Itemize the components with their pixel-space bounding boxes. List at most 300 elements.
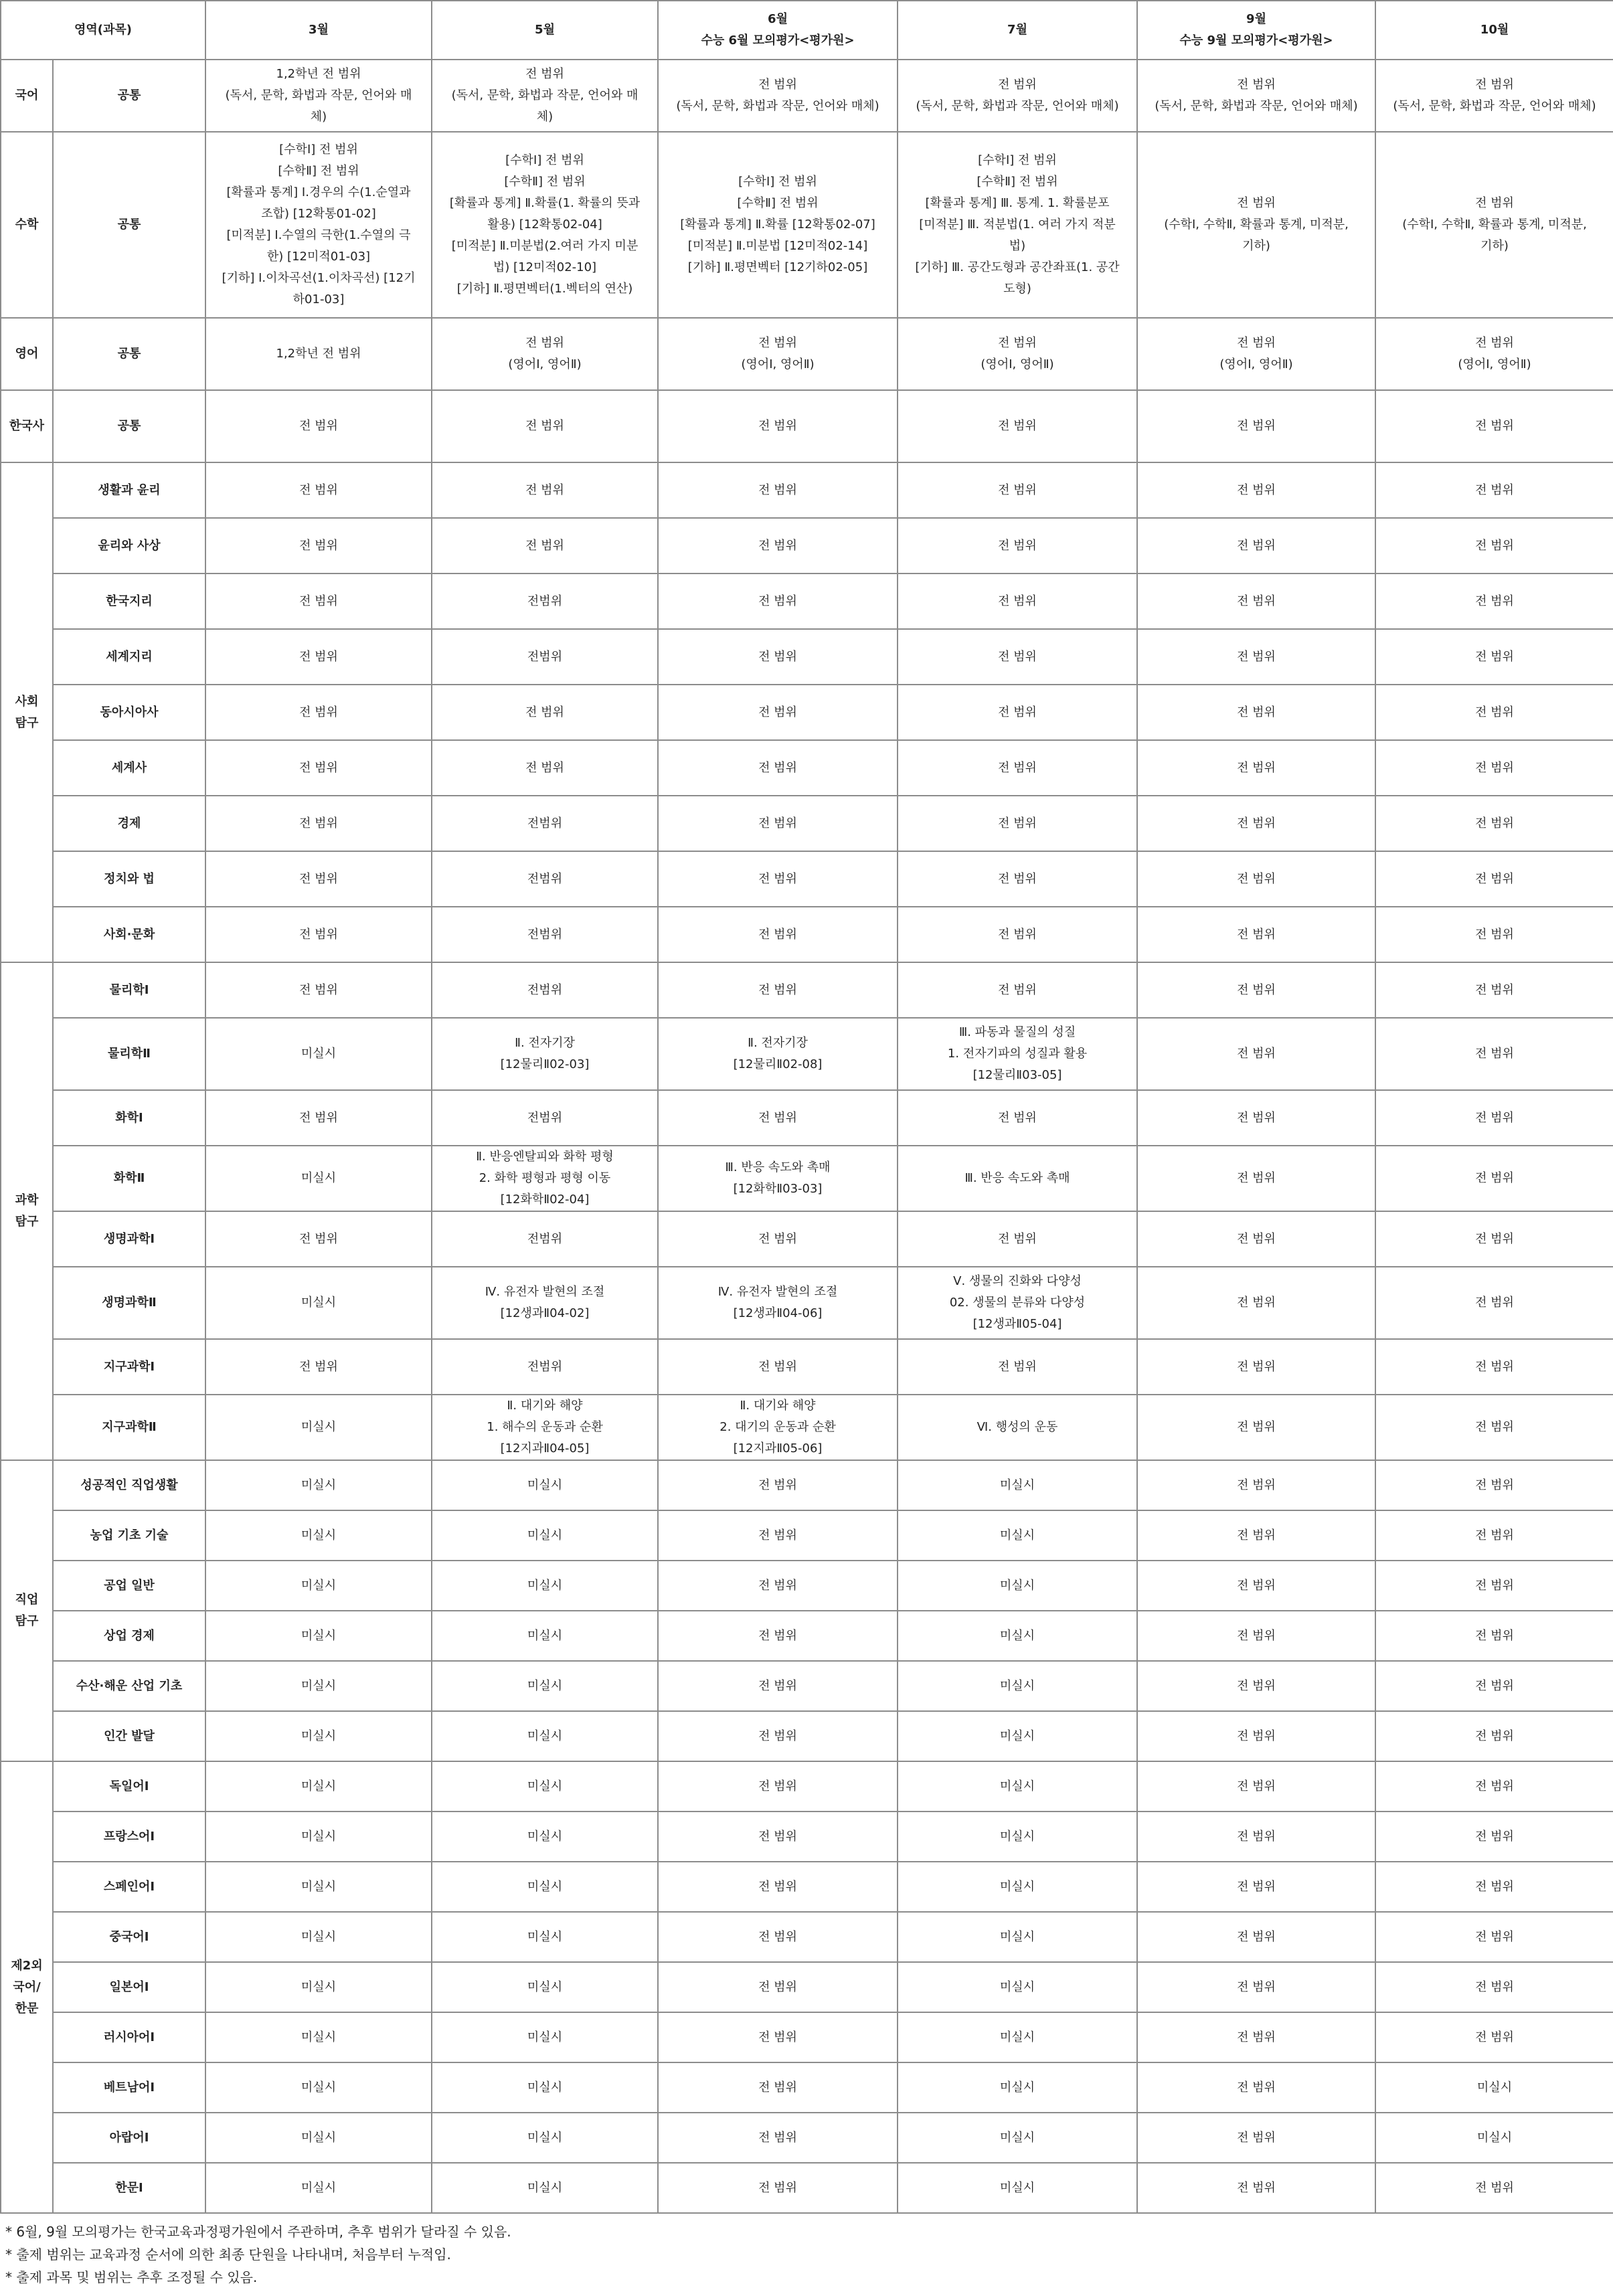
scope-cell — [898, 462, 1137, 518]
scope-line: 2. 화학 평형과 평형 이동 — [479, 1171, 611, 1185]
scope-cell — [432, 1711, 658, 1761]
scope-line: 전 범위 — [1237, 2030, 1276, 2044]
scope-line: [수학Ⅱ] 전 범위 — [278, 164, 359, 178]
scope-cell — [432, 685, 658, 740]
scope-cell — [432, 1862, 658, 1912]
scope-line: 전 범위 — [1237, 594, 1276, 608]
scope-line: 전 범위 — [998, 1359, 1037, 1374]
scope-line: 전 범위 — [299, 1359, 338, 1374]
scope-line: 전 범위 — [1475, 705, 1514, 719]
scope-cell — [1375, 1018, 1613, 1090]
area-label-line: 수학 — [15, 217, 39, 232]
scope-line: 미실시 — [301, 1420, 337, 1434]
scope-line: 전 범위 — [998, 594, 1037, 608]
scope-line: [12지과Ⅱ04-05] — [500, 1441, 590, 1455]
scope-line: Ⅳ. 유전자 발현의 조절 — [717, 1285, 838, 1299]
scope-cell — [658, 629, 898, 685]
scope-line: 전 범위 — [758, 1231, 797, 1246]
header-month — [1375, 1, 1613, 60]
scope-line: 전 범위 — [1237, 705, 1276, 719]
subject-cell: 화학Ⅰ — [53, 1090, 205, 1146]
area-cell — [1, 1761, 53, 2213]
scope-cell — [205, 1661, 432, 1711]
scope-cell — [432, 1090, 658, 1146]
scope-line: 전 범위 — [998, 482, 1037, 497]
scope-cell — [658, 573, 898, 629]
scope-line: 전 범위 — [1475, 760, 1514, 775]
scope-cell — [898, 318, 1137, 390]
table-row — [1, 1460, 1613, 1510]
scope-cell — [1137, 2113, 1375, 2163]
scope-line: Ⅲ. 반응 속도와 촉매 — [964, 1171, 1070, 1185]
scope-line: 미실시 — [301, 1171, 337, 1185]
header-month — [658, 1, 898, 60]
subject-cell: 공통 — [53, 318, 205, 390]
table-row — [1, 2163, 1613, 2213]
scope-line: 전 범위 — [1475, 336, 1514, 350]
header-month — [898, 1, 1137, 60]
scope-line: Ⅱ. 대기와 해양 — [507, 1399, 583, 1413]
area-label-line: 탐구 — [15, 715, 39, 730]
table-row — [1, 1761, 1613, 1812]
scope-cell — [1375, 1611, 1613, 1661]
scope-line: [미적분] Ⅱ.미분법(2.여러 가지 미분 — [451, 239, 639, 253]
area-label-line: 과학 — [15, 1193, 39, 1207]
scope-cell — [1137, 1460, 1375, 1510]
scope-cell — [898, 796, 1137, 851]
scope-cell — [1137, 1018, 1375, 1090]
scope-line: 전 범위 — [1475, 649, 1514, 664]
scope-line: 전 범위 — [1475, 419, 1514, 433]
scope-line: 미실시 — [999, 1929, 1035, 1944]
scope-cell — [658, 1812, 898, 1862]
scope-line: 전범위 — [527, 871, 563, 886]
scope-cell — [205, 1395, 432, 1460]
scope-line: 2. 대기의 운동과 순환 — [719, 1420, 836, 1434]
scope-line: [수학Ⅱ] 전 범위 — [504, 175, 586, 189]
scope-cell — [432, 318, 658, 390]
scope-line: 전 범위 — [1475, 1879, 1514, 1894]
scope-cell — [898, 518, 1137, 573]
scope-cell — [1137, 907, 1375, 962]
scope-cell — [432, 1395, 658, 1460]
subject-cell: 성공적인 직업생활 — [53, 1460, 205, 1510]
scope-line: 전 범위 — [1475, 1296, 1514, 1310]
scope-cell — [205, 573, 432, 629]
scope-cell — [1375, 1395, 1613, 1460]
scope-line: 전 범위 — [1475, 1478, 1514, 1492]
scope-line: [미적분] Ⅰ.수열의 극한(1.수열의 극 — [226, 228, 411, 242]
scope-line: 전 범위 — [998, 649, 1037, 664]
scope-line: [12물리Ⅱ03-05] — [972, 1068, 1062, 1082]
scope-line: 전 범위 — [299, 594, 338, 608]
scope-line: 전 범위 — [758, 1478, 797, 1492]
scope-cell — [1375, 132, 1613, 318]
scope-line: 전 범위 — [299, 1231, 338, 1246]
scope-line: 전 범위 — [758, 871, 797, 886]
scope-line: 전 범위 — [299, 982, 338, 997]
scope-cell — [205, 685, 432, 740]
scope-line: 미실시 — [301, 2030, 337, 2044]
scope-line: [확률과 통계] Ⅲ. 통계. 1. 확률분포 — [925, 196, 1110, 210]
scope-line: 전 범위 — [1237, 1729, 1276, 1743]
area-label-line: 국어 — [15, 88, 39, 102]
scope-line: 미실시 — [999, 1528, 1035, 1542]
scope-line: 전 범위 — [1475, 1729, 1514, 1743]
scope-line: Ⅱ. 전자기장 — [748, 1036, 808, 1050]
scope-cell — [658, 1711, 898, 1761]
scope-cell — [205, 1146, 432, 1211]
scope-line: 1,2학년 전 범위 — [276, 67, 361, 81]
scope-line: 미실시 — [301, 1729, 337, 1743]
scope-line: 전 범위 — [299, 538, 338, 553]
scope-cell — [205, 1339, 432, 1395]
table-row — [1, 1510, 1613, 1561]
scope-line: (독서, 문학, 화법과 작문, 언어와 매체) — [1155, 99, 1358, 113]
scope-cell — [205, 318, 432, 390]
area-label-line: 한문 — [15, 2001, 39, 2016]
scope-line: 미실시 — [301, 1929, 337, 1944]
scope-cell — [432, 629, 658, 685]
scope-cell — [1375, 1962, 1613, 2012]
area-cell — [1, 962, 53, 1460]
scope-line: 전 범위 — [1475, 196, 1514, 210]
scope-line: 하01-03] — [292, 292, 345, 306]
scope-cell — [432, 907, 658, 962]
scope-cell — [205, 1211, 432, 1267]
scope-cell — [1137, 1561, 1375, 1611]
scope-cell — [1375, 1812, 1613, 1862]
scope-line: 전 범위 — [525, 336, 564, 350]
scope-cell — [898, 2113, 1137, 2163]
scope-cell — [898, 1146, 1137, 1211]
scope-line: 전 범위 — [998, 982, 1037, 997]
scope-cell — [432, 573, 658, 629]
scope-cell — [205, 629, 432, 685]
scope-line: 전 범위 — [1237, 482, 1276, 497]
table-row — [1, 573, 1613, 629]
scope-line: 전 범위 — [1475, 482, 1514, 497]
scope-cell — [1137, 1711, 1375, 1761]
scope-cell — [658, 962, 898, 1018]
scope-cell — [205, 1611, 432, 1661]
scope-line: 미실시 — [527, 1879, 563, 1894]
scope-line: 전 범위 — [525, 67, 564, 81]
scope-cell — [1137, 1912, 1375, 1962]
scope-line: (영어Ⅰ, 영어Ⅱ) — [508, 357, 582, 371]
scope-line: 미실시 — [301, 1578, 337, 1593]
scope-line: [미적분] Ⅲ. 적분법(1. 여러 가지 적분 — [919, 217, 1116, 232]
scope-line: 전 범위 — [758, 1829, 797, 1844]
scope-cell — [1137, 390, 1375, 462]
table-row — [1, 2012, 1613, 2062]
scope-line: [12물리Ⅱ02-03] — [500, 1057, 590, 1071]
scope-cell — [898, 1395, 1137, 1460]
scope-cell — [1137, 1761, 1375, 1812]
scope-line: 전 범위 — [1475, 1678, 1514, 1693]
table-row — [1, 1711, 1613, 1761]
subject-cell: 인간 발달 — [53, 1711, 205, 1761]
scope-line: 전 범위 — [758, 1528, 797, 1542]
scope-cell — [1375, 1339, 1613, 1395]
scope-cell — [658, 518, 898, 573]
table-row — [1, 1962, 1613, 2012]
scope-line: 미실시 — [999, 1829, 1035, 1844]
scope-line: Ⅱ. 반응엔탈피와 화학 평형 — [476, 1150, 614, 1164]
scope-cell — [658, 1339, 898, 1395]
scope-cell — [205, 2012, 432, 2062]
table-row — [1, 2113, 1613, 2163]
scope-line: 전범위 — [527, 1231, 563, 1246]
subject-cell: 일본어Ⅰ — [53, 1962, 205, 2012]
scope-cell — [205, 796, 432, 851]
scope-line: 전 범위 — [1237, 649, 1276, 664]
scope-cell — [898, 1090, 1137, 1146]
scope-cell — [1137, 685, 1375, 740]
subject-cell: 생활과 윤리 — [53, 462, 205, 518]
scope-line: 전 범위 — [758, 419, 797, 433]
subject-cell: 사회·문화 — [53, 907, 205, 962]
scope-cell — [1137, 1146, 1375, 1211]
scope-line: 미실시 — [999, 1578, 1035, 1593]
scope-line: 1,2학년 전 범위 — [276, 347, 361, 361]
scope-cell — [1375, 1711, 1613, 1761]
scope-cell — [1137, 132, 1375, 318]
scope-cell — [432, 518, 658, 573]
scope-cell — [1375, 1460, 1613, 1510]
scope-line: 전 범위 — [758, 1879, 797, 1894]
scope-cell — [1137, 462, 1375, 518]
scope-line: 전 범위 — [1237, 336, 1276, 350]
scope-line: [수학Ⅰ] 전 범위 — [505, 153, 584, 167]
scope-cell — [1375, 1862, 1613, 1912]
scope-cell — [658, 1146, 898, 1211]
table-row — [1, 60, 1613, 132]
table-row — [1, 1661, 1613, 1711]
scope-cell — [205, 1267, 432, 1339]
table-row — [1, 1561, 1613, 1611]
scope-line: 미실시 — [999, 1628, 1035, 1643]
scope-line: (독서, 문학, 화법과 작문, 언어와 매 — [451, 88, 639, 102]
scope-line: 전 범위 — [998, 927, 1037, 942]
subject-cell: 베트남어Ⅰ — [53, 2062, 205, 2113]
scope-cell — [1375, 60, 1613, 132]
scope-cell — [432, 1267, 658, 1339]
header-line: 6월 — [768, 12, 788, 26]
scope-line: 전범위 — [527, 816, 563, 830]
scope-line: 전 범위 — [1475, 871, 1514, 886]
scope-line: 전 범위 — [1475, 982, 1514, 997]
scope-line: 전 범위 — [758, 1929, 797, 1944]
table-row — [1, 1339, 1613, 1395]
area-cell — [1, 60, 53, 132]
scope-cell — [432, 1561, 658, 1611]
scope-line: Ⅲ. 반응 속도와 촉매 — [725, 1160, 831, 1174]
scope-cell — [1137, 1862, 1375, 1912]
scope-cell — [898, 1611, 1137, 1661]
scope-line: 전범위 — [527, 982, 563, 997]
area-label-line: 사회 — [15, 694, 39, 709]
scope-line: 전 범위 — [758, 816, 797, 830]
scope-line: 전 범위 — [758, 705, 797, 719]
area-label-line: 탐구 — [15, 1215, 39, 1229]
scope-cell — [658, 796, 898, 851]
scope-cell — [1375, 740, 1613, 796]
scope-line: Ⅵ. 행성의 운동 — [977, 1420, 1058, 1434]
scope-line: 활용) [12확통02-04] — [487, 217, 602, 232]
scope-cell — [1137, 2062, 1375, 2113]
scope-cell — [1137, 851, 1375, 907]
scope-cell — [898, 907, 1137, 962]
scope-cell — [658, 1510, 898, 1561]
scope-cell — [432, 1339, 658, 1395]
scope-line: (독서, 문학, 화법과 작문, 언어와 매체) — [1393, 99, 1596, 113]
scope-cell — [1137, 318, 1375, 390]
scope-cell — [432, 1761, 658, 1812]
scope-cell — [205, 2113, 432, 2163]
scope-line: 미실시 — [301, 1528, 337, 1542]
scope-line: 미실시 — [999, 1478, 1035, 1492]
scope-line: 전 범위 — [1475, 1779, 1514, 1793]
scope-line: 전 범위 — [525, 538, 564, 553]
scope-line: 전 범위 — [1475, 1420, 1514, 1434]
scope-line: 전 범위 — [525, 760, 564, 775]
scope-line: 전 범위 — [525, 482, 564, 497]
scope-line: 미실시 — [999, 2180, 1035, 2195]
scope-cell — [1137, 629, 1375, 685]
scope-line: 전 범위 — [1237, 927, 1276, 942]
scope-line: 전 범위 — [1475, 1359, 1514, 1374]
scope-line: 미실시 — [301, 1829, 337, 1844]
subject-cell: 중국어Ⅰ — [53, 1912, 205, 1962]
subject-cell: 생명과학Ⅱ — [53, 1267, 205, 1339]
scope-line: 전 범위 — [758, 2180, 797, 2195]
scope-line: 미실시 — [999, 2080, 1035, 2095]
scope-cell — [658, 1018, 898, 1090]
scope-cell — [1137, 1090, 1375, 1146]
scope-cell — [205, 851, 432, 907]
scope-line: 전 범위 — [1237, 1478, 1276, 1492]
table-row — [1, 907, 1613, 962]
scope-line: 전 범위 — [998, 538, 1037, 553]
scope-cell — [898, 1211, 1137, 1267]
subject-cell: 생명과학Ⅰ — [53, 1211, 205, 1267]
scope-line: 전 범위 — [299, 1110, 338, 1125]
scope-line: [12생과Ⅱ05-04] — [972, 1317, 1062, 1331]
scope-line: 미실시 — [301, 1047, 337, 1061]
footnote: * 출제 범위는 교육과정 순서에 의한 최종 단원을 나타내며, 처음부터 누적임. — [5, 2246, 451, 2263]
scope-cell — [898, 2062, 1137, 2113]
scope-line: [미적분] Ⅱ.미분법 [12미적02-14] — [687, 239, 868, 253]
header-line: 7월 — [1007, 23, 1027, 37]
scope-cell — [432, 962, 658, 1018]
subject-cell: 경제 — [53, 796, 205, 851]
scope-line: 체) — [536, 110, 554, 124]
subject-cell: 독일어Ⅰ — [53, 1761, 205, 1812]
scope-cell — [1137, 518, 1375, 573]
scope-cell — [432, 1018, 658, 1090]
scope-cell — [1375, 1561, 1613, 1611]
scope-cell — [432, 1812, 658, 1862]
subject-cell: 윤리와 사상 — [53, 518, 205, 573]
scope-line: 전 범위 — [1475, 1829, 1514, 1844]
scope-line: 전 범위 — [299, 649, 338, 664]
scope-cell — [658, 462, 898, 518]
scope-line: 미실시 — [301, 2180, 337, 2195]
scope-cell — [432, 1611, 658, 1661]
scope-cell — [1375, 1761, 1613, 1812]
table-row — [1, 1018, 1613, 1090]
scope-line: 미실시 — [999, 1729, 1035, 1743]
table-row — [1, 462, 1613, 518]
scope-line: [기하] Ⅲ. 공간도형과 공간좌표(1. 공간 — [915, 260, 1120, 274]
scope-cell — [1375, 1912, 1613, 1962]
scope-line: 미실시 — [527, 2030, 563, 2044]
scope-line: 전 범위 — [1237, 982, 1276, 997]
scope-line: 전 범위 — [998, 871, 1037, 886]
scope-cell — [658, 1211, 898, 1267]
scope-cell — [1375, 2062, 1613, 2113]
scope-cell — [1137, 1339, 1375, 1395]
scope-cell — [658, 1267, 898, 1339]
scope-cell — [205, 1962, 432, 2012]
scope-cell — [432, 2163, 658, 2213]
scope-line: 도형) — [1003, 282, 1031, 296]
scope-cell — [432, 740, 658, 796]
area-cell — [1, 132, 53, 318]
scope-line: 전 범위 — [758, 1979, 797, 1994]
scope-cell — [1137, 2163, 1375, 2213]
scope-cell — [658, 132, 898, 318]
scope-cell — [205, 740, 432, 796]
scope-cell — [1375, 1510, 1613, 1561]
scope-line: 미실시 — [527, 1628, 563, 1643]
scope-line: 전 범위 — [1237, 1047, 1276, 1061]
table-row — [1, 1211, 1613, 1267]
scope-line: 전 범위 — [758, 1578, 797, 1593]
scope-cell — [205, 1510, 432, 1561]
scope-line: 전 범위 — [1475, 2030, 1514, 2044]
subject-cell: 공통 — [53, 390, 205, 462]
header-row — [1, 1, 1613, 60]
subject-cell: 공통 — [53, 60, 205, 132]
scope-cell — [658, 1611, 898, 1661]
scope-cell — [1375, 629, 1613, 685]
scope-line: Ⅲ. 파동과 물질의 성질 — [958, 1025, 1076, 1039]
scope-cell — [1137, 1267, 1375, 1339]
subject-cell: 동아시아사 — [53, 685, 205, 740]
scope-line: 전범위 — [527, 649, 563, 664]
scope-line: 전 범위 — [299, 705, 338, 719]
scope-line: 미실시 — [301, 2130, 337, 2145]
scope-line: 전 범위 — [1475, 816, 1514, 830]
area-cell — [1, 1460, 53, 1761]
scope-line: 전 범위 — [998, 78, 1037, 92]
scope-line: [수학Ⅰ] 전 범위 — [738, 175, 817, 189]
scope-cell — [658, 1661, 898, 1711]
scope-cell — [898, 1267, 1137, 1339]
scope-line: 1. 해수의 운동과 순환 — [487, 1420, 603, 1434]
scope-line: 미실시 — [999, 1879, 1035, 1894]
scope-cell — [1375, 1661, 1613, 1711]
scope-cell — [1137, 796, 1375, 851]
scope-line: 미실시 — [301, 1628, 337, 1643]
scope-line: 법) — [1009, 239, 1026, 253]
scope-line: 기하) — [1242, 239, 1270, 253]
scope-line: 전 범위 — [1237, 2180, 1276, 2195]
scope-cell — [1375, 2012, 1613, 2062]
scope-cell — [205, 1018, 432, 1090]
